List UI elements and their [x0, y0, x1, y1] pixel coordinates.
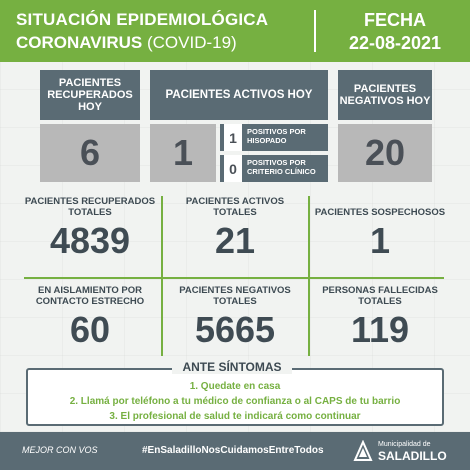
stat-label: PACIENTES NEGATIVOS TOTALES — [179, 285, 291, 307]
stat-suspected — [310, 194, 450, 260]
stat-label: EN AISLAMIENTO POR CONTACTO ESTRECHO — [35, 285, 145, 307]
header-banner — [0, 0, 470, 62]
date-value: 22-08-2021 — [348, 33, 442, 53]
stat-value: 119 — [350, 309, 410, 350]
recovered-today-value: 6 — [40, 124, 140, 182]
stat-value: 1 — [369, 220, 391, 261]
positive-swab-row — [220, 124, 328, 151]
municipality-label: Municipalidad de — [378, 441, 431, 448]
stat-label: PERSONAS FALLECIDAS TOTALES — [322, 285, 438, 307]
stat-value: 5665 — [194, 309, 276, 350]
municipal-logo-icon — [352, 440, 374, 462]
header-divider — [314, 10, 316, 52]
title-coronavirus: CORONAVIRUS — [16, 33, 143, 52]
active-today-value: 1 — [150, 124, 216, 182]
positive-clinical-value: 0 — [224, 155, 242, 182]
negative-today-value: 20 — [338, 124, 432, 182]
stat-recovered-total — [20, 194, 160, 260]
symptoms-title: ANTE SÍNTOMAS — [172, 360, 292, 374]
active-today-label: PACIENTES ACTIVOS HOY — [150, 70, 328, 120]
grid-divider-vertical-1 — [161, 196, 163, 356]
stat-active-total — [165, 194, 305, 260]
stat-label: PACIENTES SOSPECHOSOS — [314, 207, 446, 218]
stat-isolation — [20, 283, 160, 349]
page-title-line1: SITUACIÓN EPIDEMIOLÓGICA — [16, 10, 269, 29]
recovered-today-label: PACIENTES RECUPERADOS HOY — [40, 70, 140, 120]
stat-deceased-total — [310, 283, 450, 349]
symptoms-step-2: 2. Llamá por teléfono a tu médico de confianza o al CAPS de tu barrio — [69, 396, 401, 407]
negative-today-label: PACIENTES NEGATIVOS HOY — [338, 70, 432, 120]
stat-value: 21 — [214, 220, 256, 261]
title-covid: (COVID-19) — [146, 33, 237, 52]
page-title-line2 — [16, 33, 237, 53]
symptoms-step-1: 1. Quedate en casa — [189, 381, 281, 392]
symptoms-step-3: 3. El profesional de salud te indicará como continuar — [109, 411, 361, 422]
positive-swab-label: POSITIVOS POR HISOPADO — [247, 127, 306, 145]
footer-bar — [0, 432, 470, 470]
date-label: FECHA — [364, 10, 426, 30]
footer-hashtag: #EnSaladilloNosCuidamosEntreTodos — [142, 445, 324, 456]
positive-clinical-row — [220, 155, 328, 182]
symptoms-box — [26, 368, 444, 426]
stat-value: 60 — [69, 309, 111, 350]
stat-label: PACIENTES RECUPERADOS TOTALES — [24, 196, 156, 218]
stat-negative-total — [165, 283, 305, 349]
stat-label: PACIENTES ACTIVOS TOTALES — [185, 196, 285, 218]
municipality-name: SALADILLO — [378, 449, 447, 463]
footer-slogan: MEJOR CON VOS — [22, 445, 98, 455]
positive-swab-value: 1 — [224, 124, 242, 151]
positive-clinical-label: POSITIVOS POR CRITERIO CLÍNICO — [247, 158, 316, 176]
stat-value: 4839 — [49, 220, 131, 261]
grid-divider-horizontal — [24, 277, 444, 279]
